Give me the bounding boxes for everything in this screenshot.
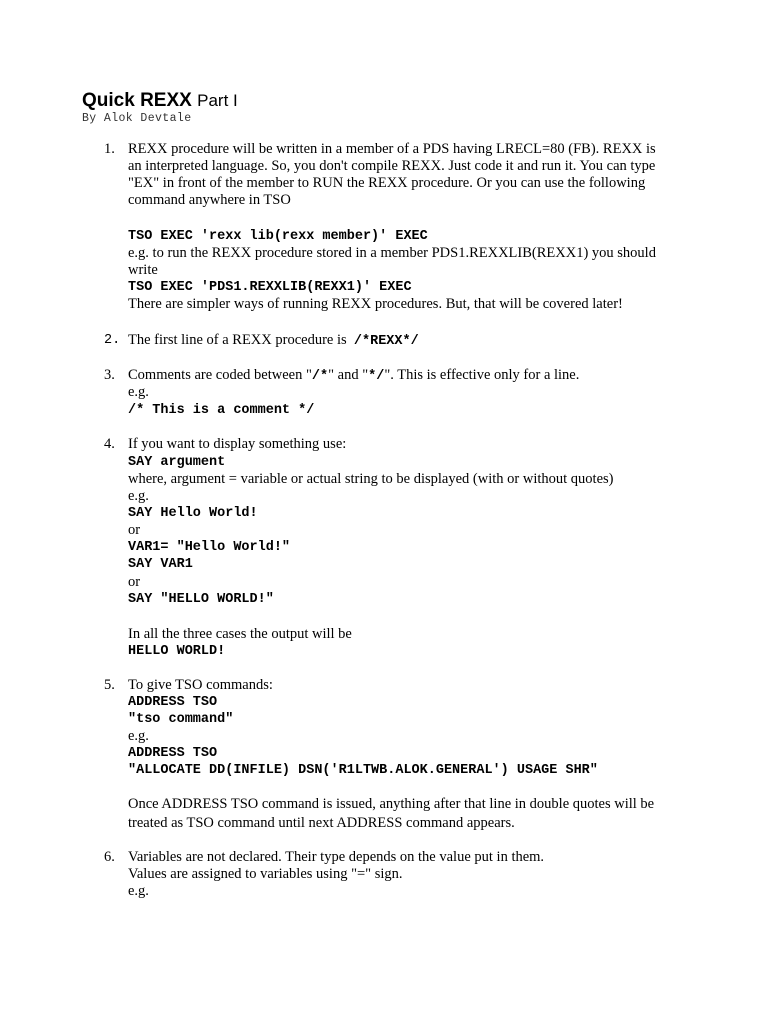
example-label: e.g.: [128, 883, 149, 899]
title-bold: Quick REXX: [82, 90, 192, 111]
item-text: " and ": [328, 367, 369, 383]
example-label: e.g.: [128, 384, 149, 400]
item-text-line: where, argument = variable or actual string to be displayed (with or without quotes): [128, 471, 614, 487]
item-number: 4.: [104, 436, 115, 452]
code-line: SAY "HELLO WORLD!": [128, 592, 274, 607]
item-text-line: or: [128, 574, 141, 590]
item-text-line: "EX" in front of the member to RUN the REXX procedure. Or you can use the following: [128, 175, 646, 191]
item-text-line: [128, 367, 688, 385]
example-label: e.g.: [128, 488, 149, 504]
item-number: 6.: [104, 849, 115, 865]
item-text-line: There are simpler ways of running REXX procedures. But, that will be covered later!: [128, 296, 623, 312]
code-line: SAY argument: [128, 455, 226, 470]
item-text-line: an interpreted language. So, you don't compile REXX. Just code it and run it. You can type: [128, 158, 656, 174]
item-text-line: Values are assigned to variables using "=" sign.: [128, 866, 403, 882]
item-text-line: [128, 332, 688, 350]
title-rest: Part I: [197, 91, 238, 110]
inline-code: */: [368, 369, 385, 384]
item-text-line: REXX procedure will be written in a member of a PDS having LRECL=80 (FB). REXX is: [128, 141, 656, 157]
item-text: ". This is effective only for a line.: [384, 367, 580, 383]
code-line: ADDRESS TSO: [128, 695, 218, 710]
item-text-line: In all the three cases the output will be: [128, 626, 352, 642]
item-text-line: To give TSO commands:: [128, 677, 273, 693]
page-title: [82, 89, 238, 113]
code-line: TSO EXEC 'PDS1.REXXLIB(REXX1)' EXEC: [128, 280, 412, 295]
item-text-line: e.g. to run the REXX procedure stored in a member PDS1.REXXLIB(REXX1) you should: [128, 245, 656, 261]
code-line: SAY VAR1: [128, 557, 193, 572]
code-line: ADDRESS TSO: [128, 746, 218, 761]
inline-code: /*: [311, 369, 329, 384]
item-text-line: Variables are not declared. Their type depends on the value put in them.: [128, 849, 545, 865]
code-line: TSO EXEC 'rexx lib(rexx member)' EXEC: [128, 229, 428, 244]
item-number: 5.: [104, 677, 115, 693]
item-text-line: Once ADDRESS TSO command is issued, anything after that line in double quotes will be: [128, 796, 655, 812]
item-text: Comments are coded between ": [128, 367, 312, 383]
item-number: 3.: [104, 367, 115, 383]
item-text-line: write: [128, 262, 158, 278]
item-number: 1.: [104, 141, 115, 157]
example-label: e.g.: [128, 728, 149, 744]
item-number: 2.: [104, 333, 121, 348]
code-line: HELLO WORLD!: [128, 644, 226, 659]
code-line: /* This is a comment */: [128, 403, 315, 418]
code-line: VAR1= "Hello World!": [128, 540, 291, 555]
code-line: "ALLOCATE DD(INFILE) DSN('R1LTWB.ALOK.GENERAL') USAGE SHR": [128, 763, 598, 778]
author-byline: By Alok Devtale: [82, 112, 192, 125]
item-text-line: If you want to display something use:: [128, 436, 347, 452]
code-line: "tso command": [128, 712, 234, 727]
item-text-line: treated as TSO command until next ADDRESS command appears.: [128, 815, 515, 831]
item-text: The first line of a REXX procedure is: [128, 332, 347, 348]
item-text-line: command anywhere in TSO: [128, 192, 291, 208]
inline-code: /*REXX*/: [353, 334, 419, 349]
item-text-line: or: [128, 522, 141, 538]
code-line: SAY Hello World!: [128, 506, 258, 521]
